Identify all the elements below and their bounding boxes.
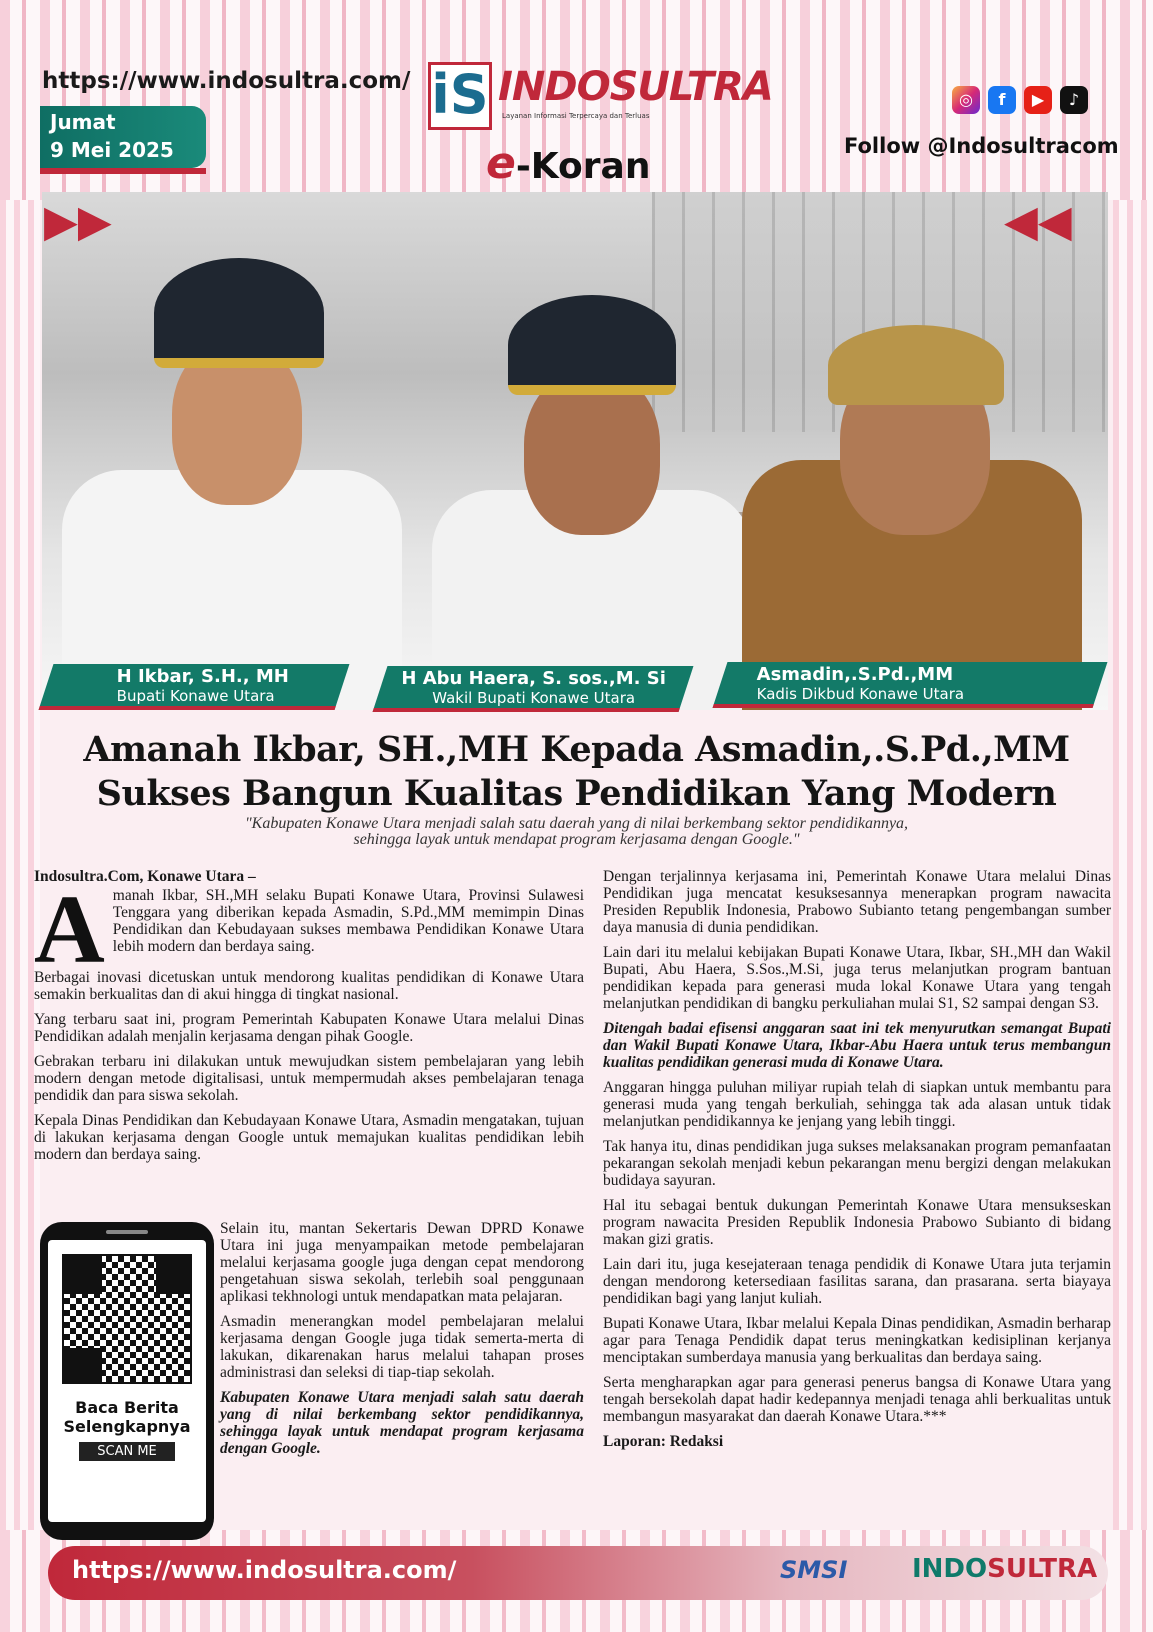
official-cap — [508, 295, 676, 395]
qr-code-icon[interactable] — [62, 1254, 192, 1384]
khaki-cap — [828, 325, 1004, 405]
read-more-line-2: Selengkapnya — [63, 1417, 191, 1436]
photo-ikbar — [62, 230, 402, 710]
highlight-paragraph: Kabupaten Konawe Utara menjadi salah satu daerah yang di nilai berkembang sektor pendidikannya, sehingga layak untuk mendapat program kerjasama dengan Google. — [220, 1389, 584, 1457]
logo-tagline: Layanan Informasi Terpercaya dan Terluas — [502, 112, 650, 120]
article-subquote — [150, 816, 1003, 848]
person-role: Wakil Bupati Konawe Utara — [432, 689, 636, 707]
paragraph: Hal itu sebagai bentuk dukungan Pemerintah Konawe Utara mensukseskan program nawacita Presiden Republik Indonesia Prabowo Subianto di bidang makan gizi gratis. — [603, 1197, 1111, 1248]
date-box — [40, 106, 206, 168]
article-headline — [30, 728, 1123, 816]
arrow-right-icon: ▶▶ — [44, 196, 112, 247]
youtube-icon[interactable]: ▶ — [1024, 86, 1052, 114]
paragraph: Dengan terjalinnya kerjasama ini, Pemerintah Konawe Utara melalui Dinas Pendidikan juga mencatat kesuksesannya menerapkan program nawacita Presiden Republik Indonesia, Prabowo Subianto tetang pengembangan sumber daya manusia di dunia pendidikan. — [603, 868, 1111, 936]
indosultra-logo[interactable] — [428, 62, 773, 132]
smsi-logo: SMSI — [780, 1556, 848, 1584]
drop-cap: A — [34, 876, 105, 984]
date-label: 9 Mei 2025 — [50, 138, 174, 162]
read-more-line-1: Baca Berita — [75, 1398, 179, 1417]
paragraph: Anggaran hingga puluhan miliyar rupiah telah di siapkan untuk membantu para generasi muda yang tengah berkuliah, sehingga tak ada alasan untuk tidak melanjutkan pendidikannya ke jenjang yang lebih tinggi. — [603, 1079, 1111, 1130]
person-name: Asmadin,.S.Pd.,MM — [756, 664, 954, 685]
footer-indosultra-logo — [912, 1554, 1097, 1584]
date-accent — [40, 168, 206, 174]
logo-word: INDOSULTRA — [498, 64, 773, 110]
arrow-left-icon: ◀◀ — [1004, 196, 1072, 247]
footer-site-url[interactable]: https://www.indosultra.com/ — [72, 1556, 457, 1584]
site-url[interactable]: https://www.indosultra.com/ — [42, 68, 411, 94]
article-column-left-lower — [220, 1220, 584, 1465]
ekoran-title — [486, 138, 650, 189]
subquote-line-2: sehingga layak untuk mendapat program kerjasama dengan Google." — [353, 831, 800, 848]
report-credit: Laporan: Redaksi — [603, 1433, 724, 1450]
day-label: Jumat — [50, 110, 116, 134]
read-more-label — [58, 1398, 196, 1436]
paragraph: Kepala Dinas Pendidikan dan Kebudayaan Konawe Utara, Asmadin mengatakan, tujuan di lakukan kerjasama dengan Google untuk memajukan kualitas pendidikan lebih modern dan berdaya saing. — [34, 1112, 584, 1163]
footer-logo-b: SULTRA — [987, 1554, 1098, 1584]
headline-line-1: Amanah Ikbar, SH.,MH Kepada Asmadin,.S.Pd.,MM — [83, 729, 1070, 770]
paragraph: Serta mengharapkan agar para generasi penerus bangsa di Konawe Utara yang tengah bersekolah dapat hadir kedepannya menjadi tenaga ahli berkualitas untuk membangun masyarakat dan daerah Konawe Utara.*** — [603, 1374, 1111, 1425]
logo-mark: iS — [428, 62, 492, 130]
person-name: H Ikbar, S.H., MH — [116, 666, 289, 687]
name-tag-abu-haera — [373, 666, 694, 712]
official-cap — [154, 258, 324, 368]
article-column-right — [603, 868, 1111, 1458]
photo-abu-haera — [432, 240, 752, 710]
scan-me-button[interactable]: SCAN ME — [79, 1442, 175, 1461]
name-tag-ikbar — [39, 664, 350, 710]
highlight-paragraph: Ditengah badai efisensi anggaran saat ini tek menyurutkan semangat Bupati dan Wakil Bupati Konawe Utara, Ikbar-Abu Haera untuk terus membangun kualitas pendidikan generasi muda di Konawe Utara. — [603, 1020, 1111, 1071]
social-icons — [952, 86, 1088, 114]
paragraph: Lain dari itu melalui kebijakan Bupati Konawe Utara, Ikbar, SH.,MH dan Wakil Bupati, Abu Haera, S.Sos.,M.Si, juga terus melanjutkan program bantuan pendidikan kepada para generasi muda lokal Konawe Utara yang tengah melanjutkan pendidikan di bangku perkuliahan mulai S1, S2 sampai dengan S3. — [603, 944, 1111, 1012]
instagram-icon[interactable]: ◎ — [952, 86, 980, 114]
paragraph-text: manah Ikbar, SH.,MH selaku Bupati Konawe Utara, Provinsi Sulawesi Tenggara yang diberikan kepada Asmadin, S.Pd.,MM memimpin Dinas Pendidikan dan Kebudayaan sukses membawa Pendidikan Konawe Utara lebih modern dan berdaya saing. — [112, 887, 584, 955]
person-name: H Abu Haera, S. sos.,M. Si — [401, 668, 666, 689]
paragraph: Asmadin menerangkan model pembelajaran melalui kerjasama dengan Google juga tidak semerta-merta di lakukan, dikarenakan harus melalui tahapan proses administrasi dan seleksi di tiap-tiap sekolah. — [220, 1313, 584, 1381]
paragraph: Lain dari itu, juga kesejateraan tenaga pendidik di Konawe Utara juta terjamin dengan mendorong ketersediaan fasilitas sarana, dan prasarana. serta biayaya pendidikan bagi yang lanjut kuliah. — [603, 1256, 1111, 1307]
dateline: Indosultra.Com, Konawe Utara – — [34, 868, 256, 885]
paragraph: Gebrakan terbaru ini dilakukan untuk mewujudkan sistem pembelajaran yang lebih modern dengan metode digitalisasi, untuk mempermudah akses pembelajaran tenaga pendidik dan para siswa sekolah. — [34, 1053, 584, 1104]
phone-notch — [106, 1230, 148, 1234]
ekoran-word: -Koran — [515, 146, 651, 187]
facebook-icon[interactable]: f — [988, 86, 1016, 114]
ekoran-e: e — [486, 138, 516, 189]
paragraph: Bupati Konawe Utara, Ikbar melalui Kepala Dinas pendidikan, Asmadin berharap agar para Tenaga Pendidik dapat terus meningkatkan kedisiplinan kerjanya menciptakan sumberdaya manusia yang berkualitas dan berdaya saing. — [603, 1315, 1111, 1366]
paragraph: Selain itu, mantan Sekertaris Dewan DPRD Konawe Utara ini juga menyampaikan metode pembelajaran melalui kerjasama google juga dengan cepat mendorong pengetahuan siswa sekolah, terlebih soal penggunaan aplikasi tekhnologi untuk mendapatkan mata pelajaran. — [220, 1220, 584, 1305]
tiktok-icon[interactable]: ♪ — [1060, 86, 1088, 114]
paragraph: Berbagai inovasi dicetuskan untuk mendorong kualitas pendidikan di Konawe Utara semakin berkualitas dan di akui hingga di tingkat nasional. — [34, 969, 584, 1003]
person-role: Kadis Dikbud Konawe Utara — [756, 685, 965, 703]
footer-logo-a: INDO — [912, 1554, 988, 1584]
phone-screen — [48, 1240, 206, 1522]
person-role: Bupati Konawe Utara — [116, 687, 275, 705]
headline-line-2: Sukses Bangun Kualitas Pendidikan Yang Modern — [96, 773, 1057, 814]
article-column-left — [34, 868, 584, 1171]
subquote-line-1: "Kabupaten Konawe Utara menjadi salah satu daerah yang di nilai berkembang sektor pendidikannya, — [244, 815, 909, 832]
paragraph: Tak hanya itu, dinas pendidikan juga sukses melaksanakan program pemanfaatan pekarangan sekolah menjadi kebun pekarangan menu bergizi dengan melakukan budidaya sayuran. — [603, 1138, 1111, 1189]
paragraph: Yang terbaru saat ini, program Pemerintah Kabupaten Konawe Utara melalui Dinas Pendidikan adalah menjalin kerjasama dengan pihak Google. — [34, 1011, 584, 1045]
hero-photo — [42, 192, 1108, 710]
follow-handle[interactable]: Follow @Indosultracom — [844, 134, 1119, 158]
qr-phone-card[interactable] — [40, 1222, 214, 1540]
name-tag-asmadin — [713, 662, 1108, 708]
photo-asmadin — [742, 250, 1082, 710]
